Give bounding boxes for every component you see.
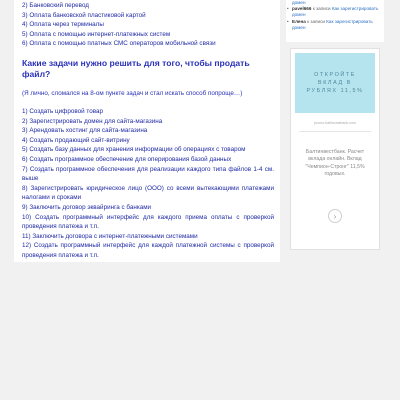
list-item: 8) Зарегистрировать юридическое лицо (ООО) со всеми вытекающими платежами налогами и сроками: [22, 184, 274, 202]
list-item: 4) Создать продающий сайт-витрину: [22, 136, 130, 144]
recent-comments: [286, 0, 384, 42]
comment-post-link[interactable]: Как зарегистрировать домен: [292, 6, 379, 18]
ad-divider: [299, 131, 371, 132]
ad-next-arrow-icon[interactable]: ›: [328, 209, 342, 223]
bullet-icon: •: [287, 18, 289, 24]
list-item: 9) Заключить договор эквайринга с банками: [22, 203, 152, 211]
list-item: 5) Оплата с помощью интернет-платежных систем: [22, 30, 171, 38]
list-item: 4) Оплата через терминалы: [22, 21, 104, 29]
comment-author[interactable]: pavel666: [292, 6, 312, 12]
comment-prep: к записи: [307, 18, 325, 24]
list-item: 6) Создать программное обеспечение для оперирования базой данных: [22, 155, 232, 163]
comment-post-link[interactable]: домен: [292, 0, 306, 5]
article-content: [14, 0, 280, 262]
tasks-list: [22, 107, 274, 261]
list-item: 2) Банковский перевод: [22, 2, 89, 9]
bullet-icon: •: [287, 6, 289, 12]
list-item: 6) Оплата с помощью платных СМС операторов мобильной связи: [22, 40, 216, 48]
comment-item: [286, 6, 384, 18]
list-item: 3) Оплата банковской пластиковой картой: [22, 11, 146, 19]
comment-author[interactable]: Елена: [292, 18, 306, 24]
list-item: 1) Создать цифровой товар: [22, 107, 103, 115]
ad-banner-line: ОТКРОЙТЕ: [314, 72, 356, 78]
list-item: 10) Создать программный интерфейс для каждого приема оплаты с проверкой проведения платежа и т.п.: [22, 213, 274, 231]
comment-prep: к записи: [312, 6, 331, 12]
list-item: 5) Создать базу данных для хранения информации об операциях с товаром: [22, 146, 246, 154]
section-note: (Я лично, сломался на 8-ом пункте задач и стал искать способ попроще…): [22, 89, 243, 97]
ad-banner[interactable]: [295, 53, 375, 113]
list-item: 7) Создать программное обеспечения для реализации каждого типа файлов 1-4 см. выше: [22, 165, 274, 183]
ad-banner-line: ВКЛАД В: [318, 80, 352, 86]
list-item: 3) Арендовать хостинг для сайта-магазина: [22, 127, 148, 135]
comment-post-link[interactable]: Как зарегистрировать домен: [292, 18, 373, 30]
list-item: 12) Создать программный интерфейс для каждой платежной системы с проверкой проведения платежа и т.п.: [22, 242, 274, 259]
list-item: 11) Заключить договора с интернет-платежными системами: [22, 232, 198, 240]
ad-domain[interactable]: promo.baltinvestbank.com: [314, 121, 356, 125]
list-item: 2) Зарегистрировать домен для сайта-магазина: [22, 117, 163, 125]
comment-item: [286, 19, 384, 31]
sidebar: [286, 0, 386, 262]
ad-text[interactable]: Балтинвестбанк. Расчет вклада онлайн. Вклад "Чемпион-Стронг" 11,5% годовых.: [305, 149, 365, 178]
section-heading: Какие задачи нужно решить для того, чтобы продать файл?: [22, 57, 250, 79]
payment-methods-list: [22, 0, 274, 49]
ad-banner-line: РУБЛЯХ 11,5%: [306, 88, 364, 94]
ad-block[interactable]: [290, 48, 380, 250]
